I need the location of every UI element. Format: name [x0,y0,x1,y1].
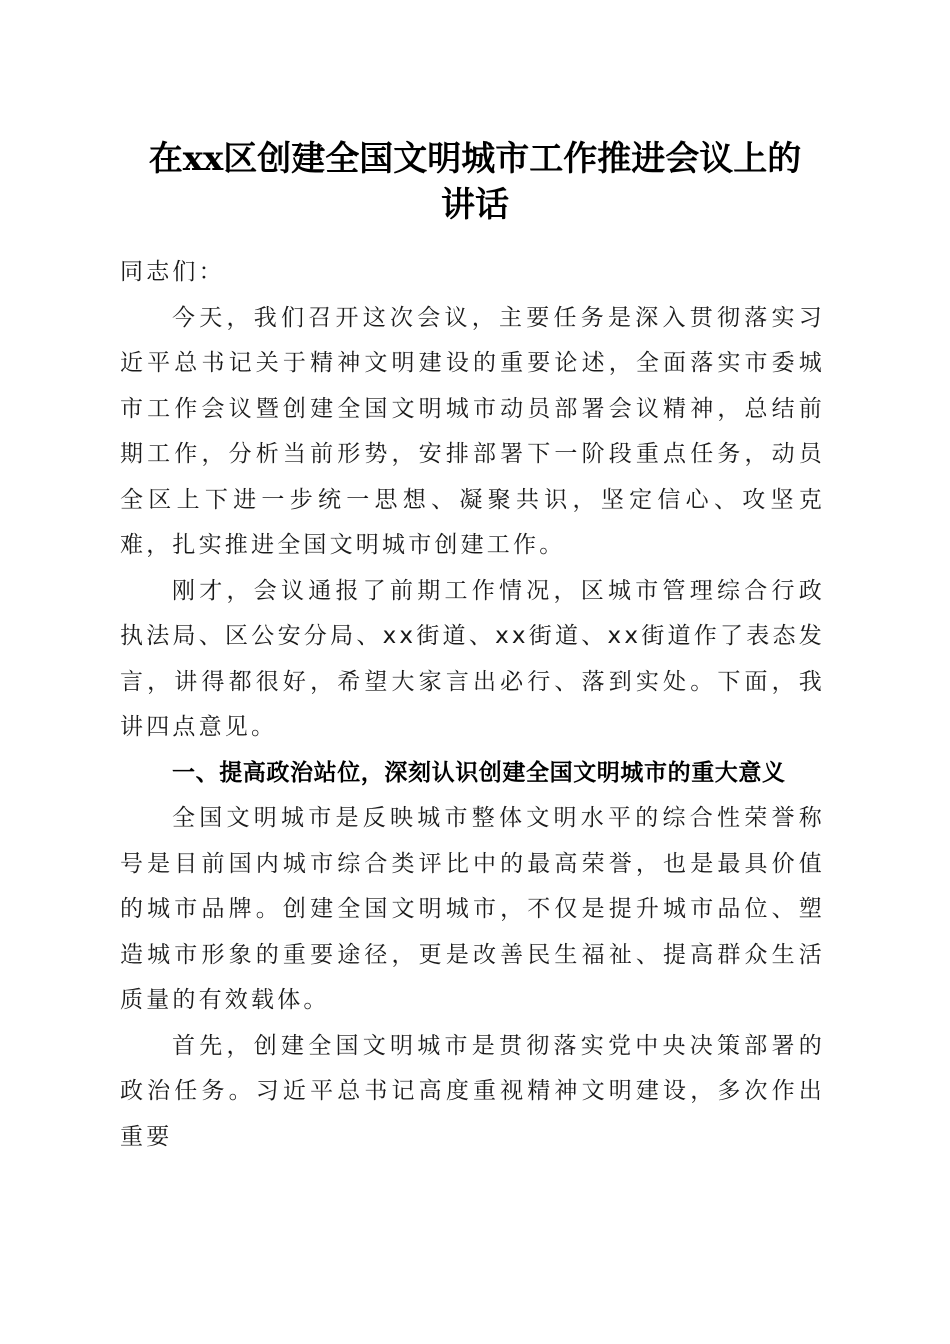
paragraph-significance: 全国文明城市是反映城市整体文明水平的综合性荣誉称号是目前国内城市综合类评比中的最高荣誉，也是最具价值的城市品牌。创建全国文明城市，不仅是提升城市品位、塑造城市形象的重要途径，更是改善民生福祉、提高群众生活质量的有效载体。 [120,805,825,1013]
salutation: 同志们： [120,259,225,285]
section-heading-1: 一、提高政治站位，深刻认识创建全国文明城市的重大意义 [172,759,786,786]
document-title [110,136,840,228]
document-body [120,250,825,1160]
paragraph-review: 刚才，会议通报了前期工作情况，区城市管理综合行政执法局、区公安分局、xx街道、xx街道、xx街道作了表态发言，讲得都很好，希望大家言出必行、落到实处。下面，我讲四点意见。 [120,577,825,740]
paragraph-first-point: 首先，创建全国文明城市是贯彻落实党中央决策部署的政治任务。习近平总书记高度重视精神文明建设，多次作出重要 [120,1032,825,1150]
title-line-2: 讲话 [441,185,509,225]
title-line-1: 在xx区创建全国文明城市工作推进会议上的 [148,139,802,179]
paragraph-opening: 今天，我们召开这次会议，主要任务是深入贯彻落实习近平总书记关于精神文明建设的重要论述，全面落实市委城市工作会议暨创建全国文明城市动员部署会议精神，总结前期工作，分析当前形势，安排部署下一阶段重点任务，动员全区上下进一步统一思想、凝聚共识，坚定信心、攻坚克难，扎实推进全国文明城市创建工作。 [120,304,825,558]
